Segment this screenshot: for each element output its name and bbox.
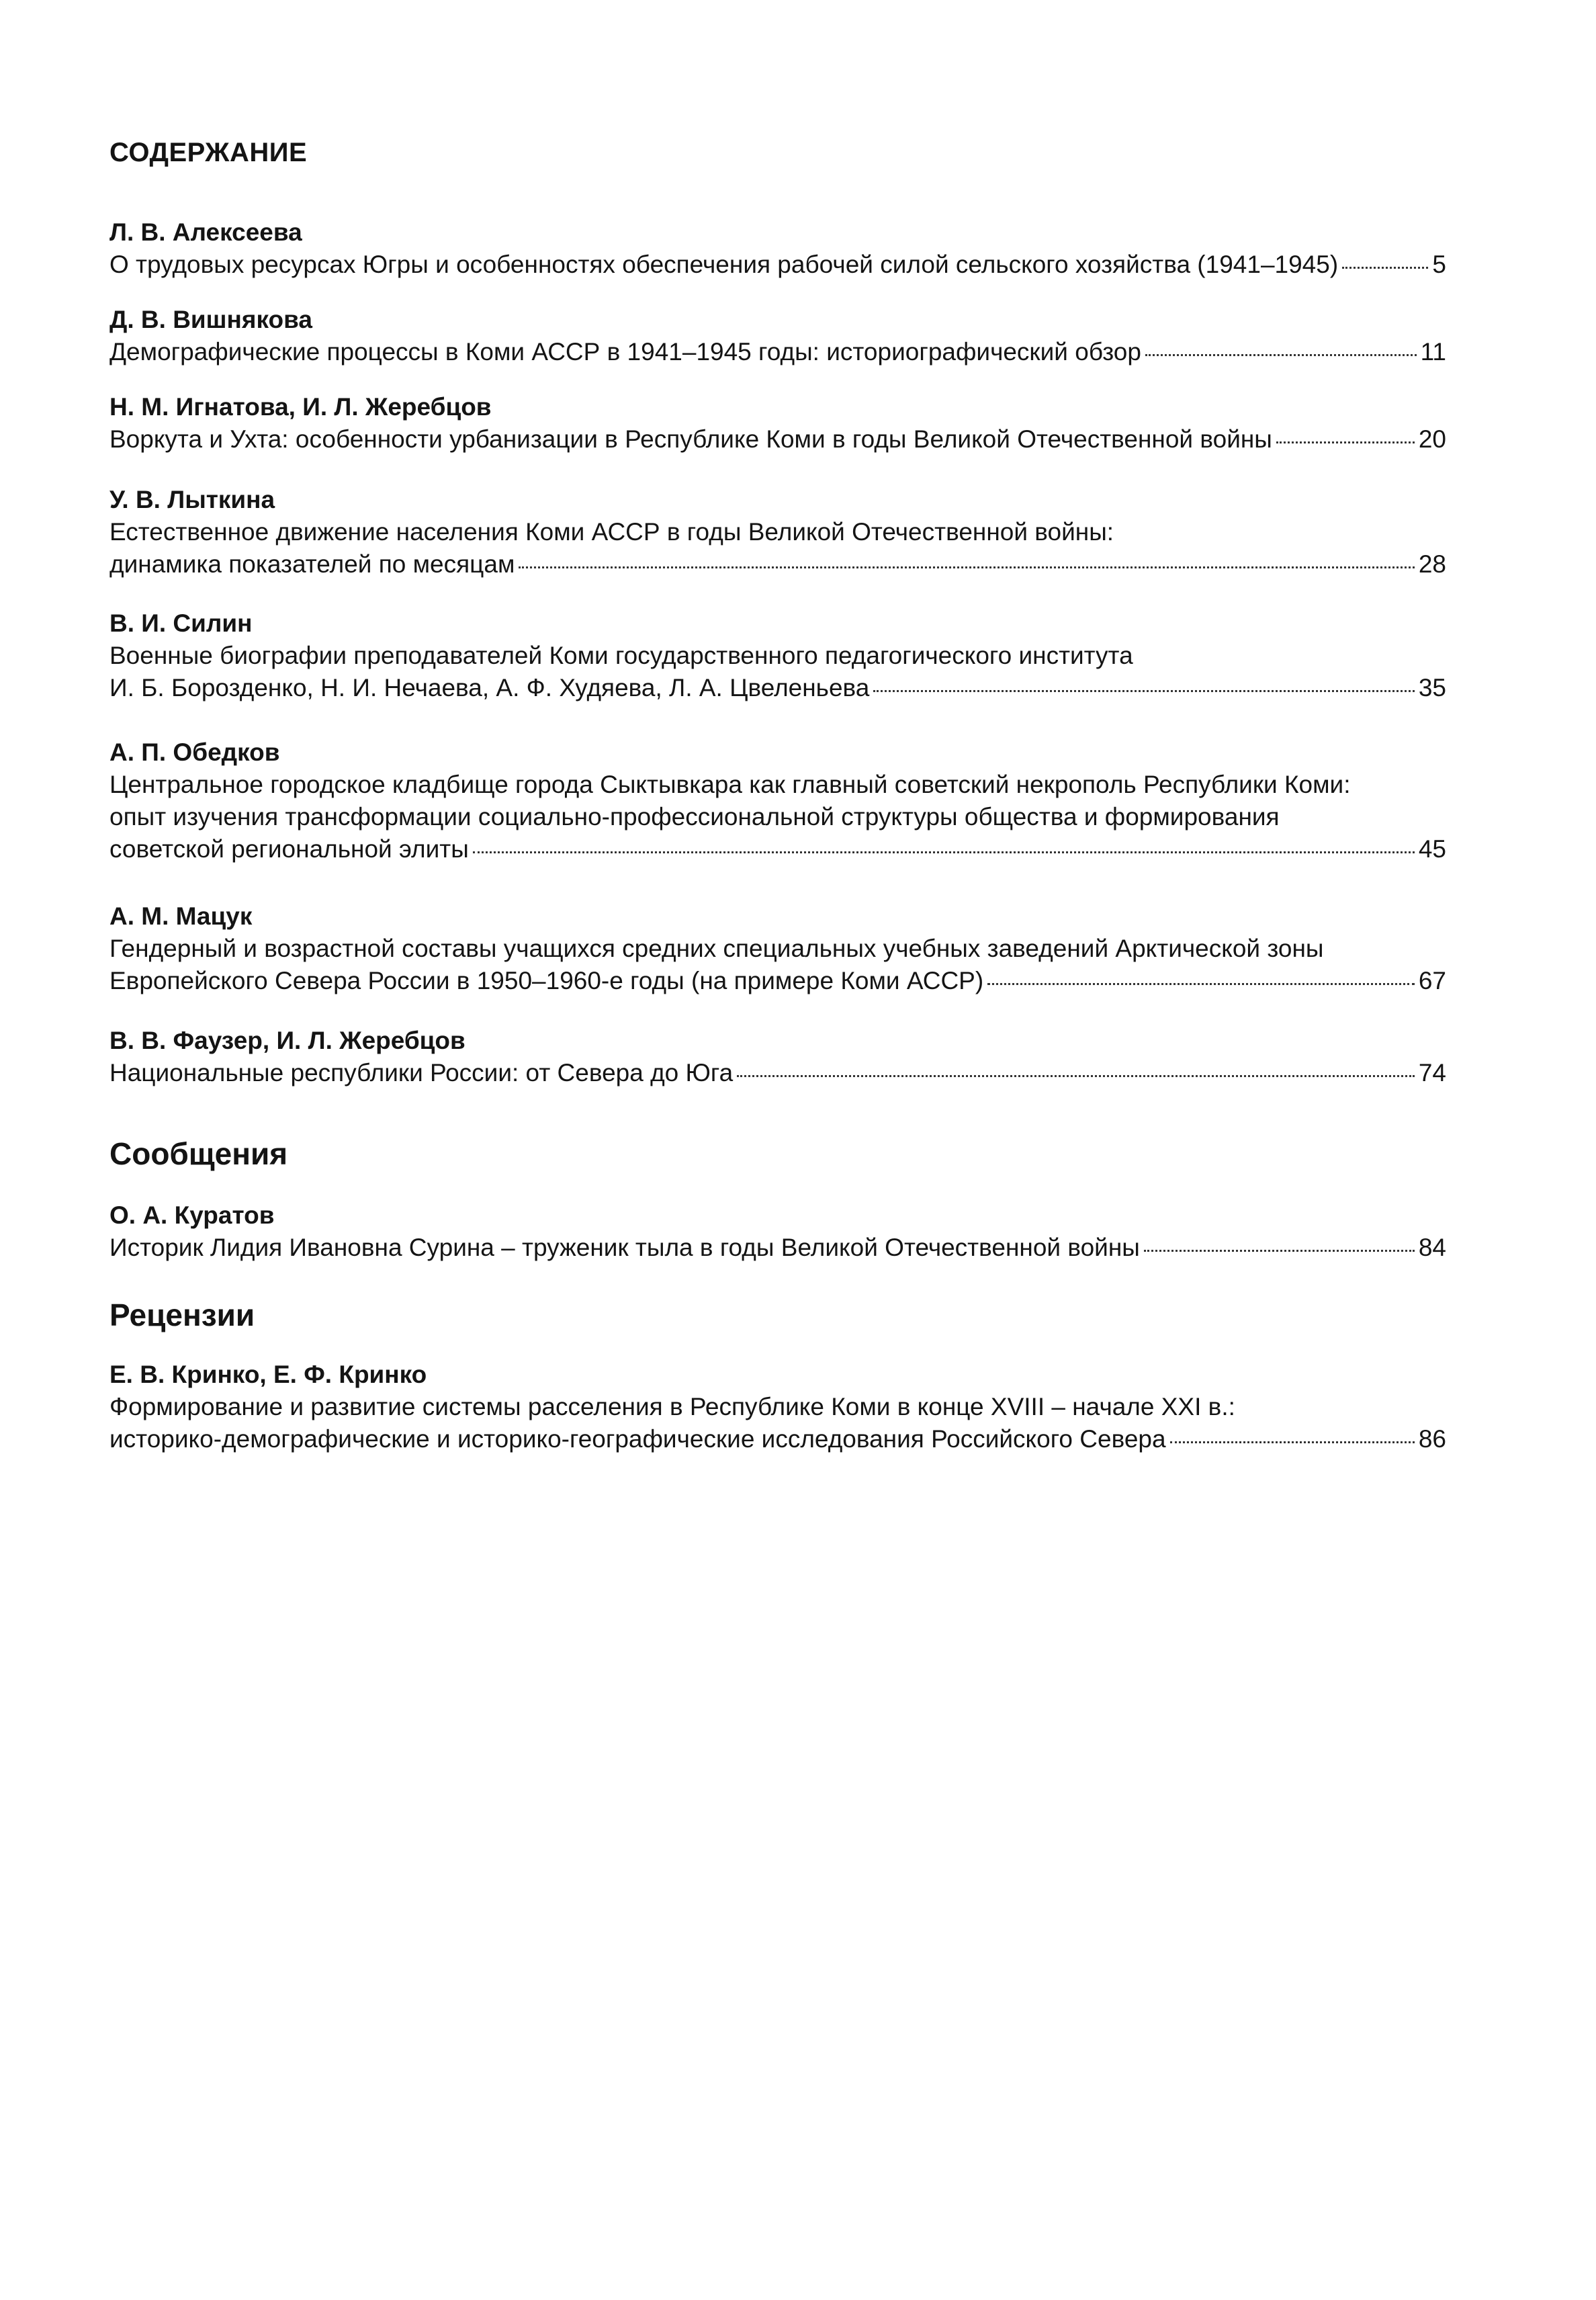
- entry-author: В. В. Фаузер, И. Л. Жеребцов: [109, 1027, 466, 1054]
- entry-author: Д. В. Вишнякова: [109, 306, 312, 333]
- dot-leader: [473, 851, 1415, 853]
- toc-entry: [109, 736, 1446, 865]
- entry-author: О. А. Куратов: [109, 1201, 275, 1229]
- entry-author: Л. В. Алексеева: [109, 218, 302, 246]
- entry-title-line: [109, 672, 1446, 704]
- entry-title-text: динамика показателей по месяцам: [109, 550, 515, 578]
- entry-title-line: [109, 548, 1446, 581]
- entry-title-text: советской региональной элиты: [109, 835, 469, 863]
- entry-title-line: опыт изучения трансформации социально-профессиональной структуры общества и формирования: [109, 803, 1280, 830]
- entry-page-number: 67: [1418, 967, 1446, 994]
- toc-entry: [109, 607, 1446, 704]
- entry-page-number: 84: [1418, 1234, 1446, 1261]
- entry-title-line: Гендерный и возрастной составы учащихся средних специальных учебных заведений Арктической зоны: [109, 935, 1324, 962]
- dot-leader: [1170, 1441, 1415, 1443]
- toc-entry: [109, 1359, 1446, 1455]
- dot-leader: [519, 566, 1414, 568]
- dot-leader: [1276, 441, 1415, 443]
- dot-leader: [873, 690, 1414, 692]
- entry-author: А. М. Мацук: [109, 902, 253, 930]
- entry-title-line: Центральное городское кладбище города Сыктывкара как главный советский некрополь Республики Коми:: [109, 771, 1351, 798]
- entry-author: Е. В. Кринко, Е. Ф. Кринко: [109, 1361, 427, 1388]
- entry-page-number: 28: [1418, 550, 1446, 578]
- entry-page-number: 86: [1418, 1425, 1446, 1453]
- toc-entry: [109, 216, 1446, 281]
- entry-title-text: Историк Лидия Ивановна Сурина – труженик тыла в годы Великой Отечественной войны: [109, 1234, 1140, 1261]
- entry-title-line: [109, 249, 1446, 281]
- entry-title-text: историко-демографические и историко-географические исследования Российского Севера: [109, 1425, 1166, 1453]
- section-heading-messages: Сообщения: [109, 1136, 288, 1171]
- entry-author: У. В. Лыткина: [109, 486, 275, 513]
- entry-title-text: Демографические процессы в Коми АССР в 1941–1945 годы: историографический обзор: [109, 338, 1141, 366]
- dot-leader: [737, 1075, 1415, 1077]
- entry-author: Н. М. Игнатова, И. Л. Жеребцов: [109, 393, 492, 421]
- entry-page-number: 5: [1432, 251, 1446, 278]
- entry-title-text: Воркута и Ухта: особенности урбанизации в Республике Коми в годы Великой Отечественной войны: [109, 425, 1272, 453]
- entry-title-text: Национальные республики России: от Севера до Юга: [109, 1059, 734, 1087]
- toc-entry: [109, 1199, 1446, 1264]
- entry-title-line: Формирование и развитие системы расселения в Республике Коми в конце XVIII – начале XXI в.:: [109, 1393, 1235, 1420]
- entry-page-number: 35: [1418, 674, 1446, 701]
- entry-title-line: [109, 1232, 1446, 1264]
- toc-heading: СОДЕРЖАНИЕ: [109, 138, 308, 167]
- entry-title-line: [109, 1423, 1446, 1455]
- entry-page-number: 11: [1420, 338, 1446, 366]
- dot-leader: [1342, 267, 1428, 269]
- entry-title-line: [109, 336, 1446, 368]
- entry-title-line: Естественное движение населения Коми АССР в годы Великой Отечественной войны:: [109, 518, 1114, 546]
- entry-title-line: [109, 423, 1446, 456]
- entry-title-line: [109, 965, 1446, 997]
- entry-title-line: [109, 833, 1446, 865]
- dot-leader: [1145, 354, 1417, 356]
- entry-title-line: Военные биографии преподавателей Коми государственного педагогического института: [109, 642, 1133, 669]
- entry-title-text: О трудовых ресурсах Югры и особенностях обеспечения рабочей силой сельского хозяйства (1941–1945): [109, 251, 1339, 278]
- toc-entry: [109, 391, 1446, 456]
- toc-entry: [109, 900, 1446, 997]
- toc-entry: [109, 1025, 1446, 1089]
- entry-page-number: 20: [1418, 425, 1446, 453]
- dot-leader: [987, 983, 1415, 985]
- entry-author: В. И. Силин: [109, 609, 253, 637]
- entry-page-number: 45: [1418, 835, 1446, 863]
- entry-author: А. П. Обедков: [109, 738, 280, 766]
- entry-title-text: И. Б. Борозденко, Н. И. Нечаева, А. Ф. Худяева, Л. А. Цвеленьева: [109, 674, 870, 701]
- entry-title-text: Европейского Севера России в 1950–1960-е годы (на примере Коми АССР): [109, 967, 984, 994]
- dot-leader: [1144, 1250, 1415, 1252]
- entry-title-line: [109, 1057, 1446, 1089]
- toc-entry: [109, 304, 1446, 368]
- toc-entry: [109, 484, 1446, 581]
- entry-page-number: 74: [1418, 1059, 1446, 1087]
- section-heading-reviews: Рецензии: [109, 1297, 255, 1332]
